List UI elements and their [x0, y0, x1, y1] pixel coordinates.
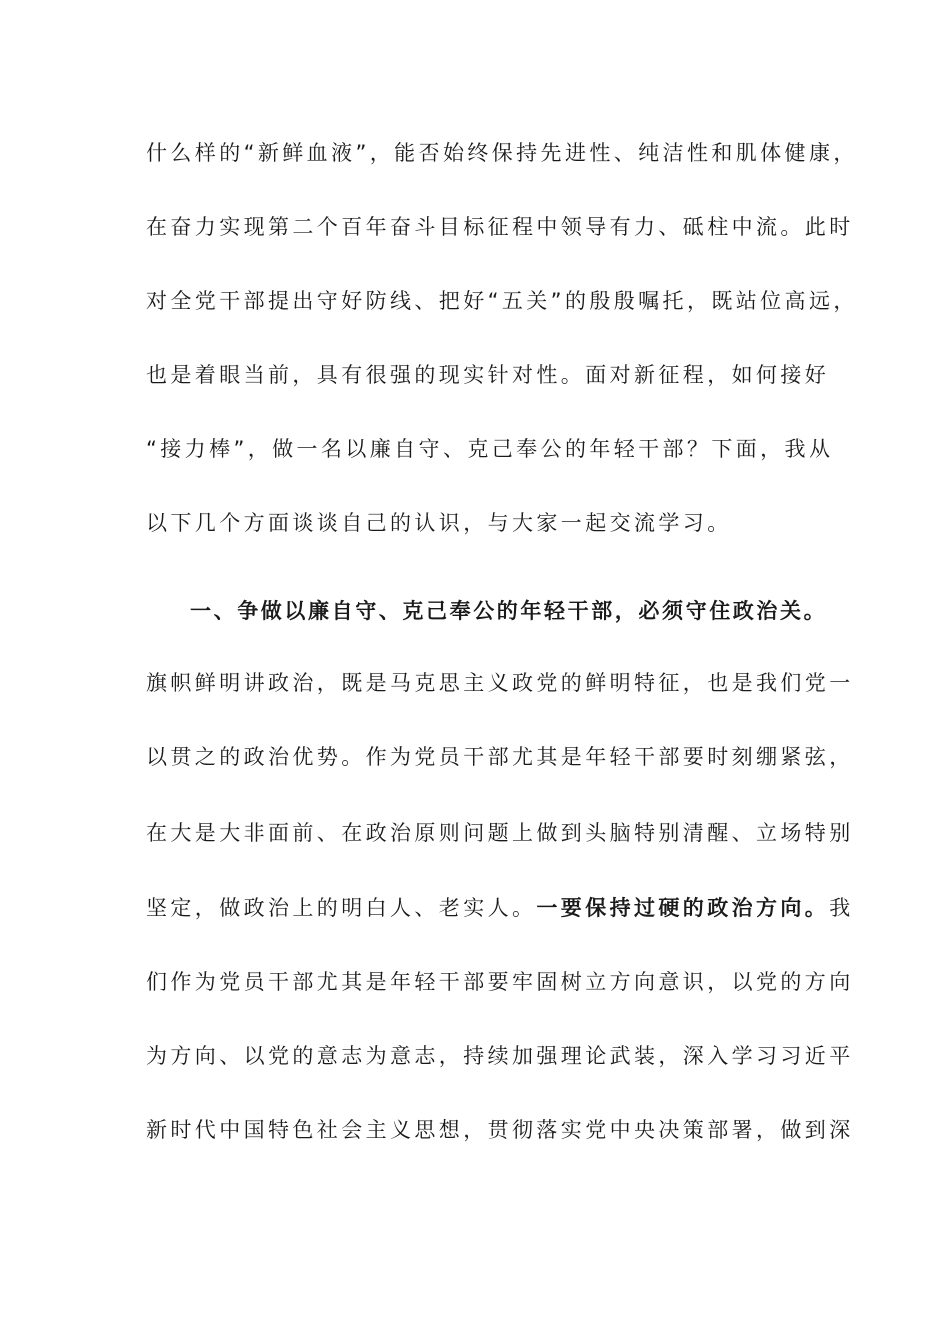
- section-heading: 一、争做以廉自守、克己奉公的年轻干部，必须守住政治关。: [190, 599, 828, 623]
- body-text-line: 在奋力实现第二个百年奋斗目标征程中领导有力、砥柱中流。此时: [146, 215, 854, 239]
- body-text-line: 对全党干部提出守好防线、把好“五关”的殷殷嘱托，既站位高远，: [146, 289, 858, 313]
- text-run: 我: [829, 896, 854, 920]
- bold-emphasis: 一要保持过硬的政治方向。: [536, 896, 830, 920]
- body-text-line: 也是着眼当前，具有很强的现实针对性。面对新征程，如何接好: [146, 363, 830, 387]
- body-text-line: 什么样的“新鲜血液”，能否始终保持先进性、纯洁性和肌体健康，: [146, 141, 858, 165]
- body-text-line: 旗帜鲜明讲政治，既是马克思主义政党的鲜明特征，也是我们党一: [146, 671, 854, 695]
- body-text-line: 以贯之的政治优势。作为党员干部尤其是年轻干部要时刻绷紧弦，: [146, 745, 854, 769]
- body-text-line: “接力棒”，做一名以廉自守、克己奉公的年轻干部？下面，我从: [146, 437, 834, 461]
- body-text-line: 们作为党员干部尤其是年轻干部要牢固树立方向意识，以党的方向: [146, 970, 854, 994]
- body-text-line-mixed: [146, 893, 854, 923]
- body-text-line: 以下几个方面谈谈自己的认识，与大家一起交流学习。: [146, 511, 732, 535]
- body-text-line: 新时代中国特色社会主义思想，贯彻落实党中央决策部署，做到深: [146, 1118, 854, 1142]
- body-text-line: 在大是大非面前、在政治原则问题上做到头脑特别清醒、立场特别: [146, 821, 854, 845]
- body-text-line: 为方向、以党的意志为意志，持续加强理论武装，深入学习习近平: [146, 1044, 854, 1068]
- text-run: 坚定，做政治上的明白人、老实人。: [146, 896, 537, 920]
